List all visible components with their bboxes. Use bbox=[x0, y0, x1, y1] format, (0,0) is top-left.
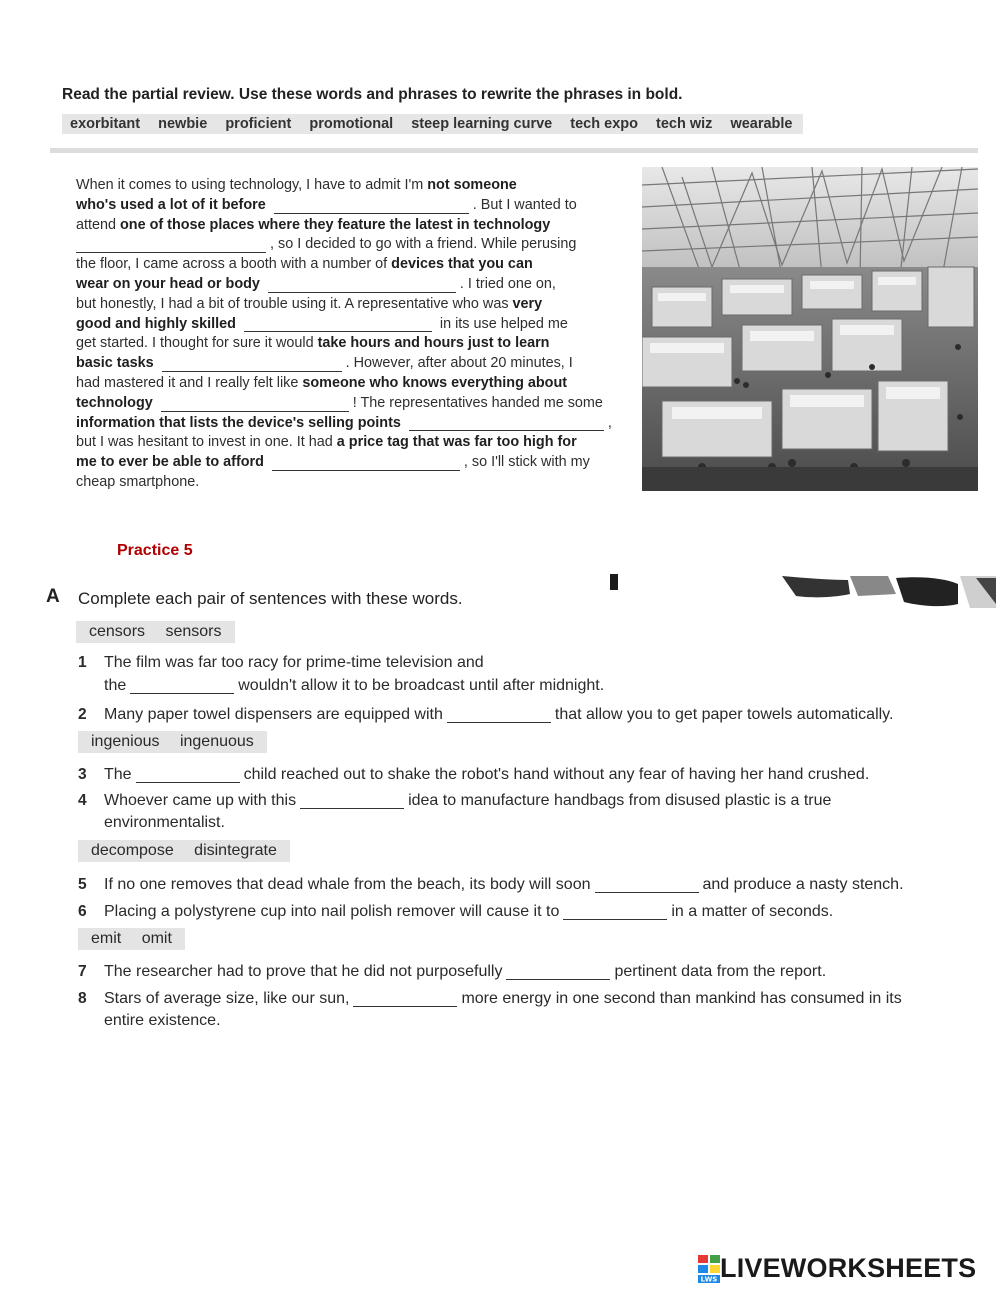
answer-blank-1[interactable] bbox=[274, 199, 469, 214]
bold-phrase: who's used a lot of it before bbox=[76, 196, 266, 213]
word-bank-item: ingenuous bbox=[179, 733, 254, 750]
word-bank-item: tech expo bbox=[570, 116, 638, 132]
answer-blank-q6[interactable] bbox=[563, 905, 667, 920]
word-bank-item: newbie bbox=[158, 116, 208, 132]
bold-phrase: information that lists the device's selling points bbox=[76, 414, 401, 431]
word-bank-item: sensors bbox=[165, 623, 222, 640]
review-text-segment: . I tried one on, bbox=[459, 275, 556, 292]
review-text-segment: but honestly, I had a bit of trouble using it. A representative who was bbox=[76, 295, 513, 312]
review-text-segment: attend bbox=[76, 216, 121, 233]
review-text-segment: When it comes to using technology, I have to admit I'm bbox=[76, 177, 428, 193]
review-text-segment: ! The representatives handed me some bbox=[352, 394, 603, 411]
review-text-segment: , so I'll stick with my bbox=[463, 454, 590, 471]
question-text: The researcher had to prove that he did not purposefully bbox=[104, 963, 503, 980]
word-bank bbox=[78, 928, 185, 950]
question-number: 3 bbox=[78, 766, 87, 783]
divider bbox=[50, 148, 978, 153]
review-text bbox=[76, 176, 642, 493]
question-text: more energy in one second than mankind has consumed in its bbox=[461, 990, 902, 1007]
word-bank bbox=[78, 731, 267, 753]
question-number: 1 bbox=[78, 654, 87, 671]
question-text: and produce a nasty stench. bbox=[702, 876, 904, 893]
answer-blank-q5[interactable] bbox=[595, 878, 699, 893]
liveworksheets-logo-icon bbox=[698, 1255, 720, 1283]
question-number: 6 bbox=[78, 903, 87, 920]
question-text: The bbox=[104, 766, 132, 783]
answer-blank-q4[interactable] bbox=[300, 794, 404, 809]
question-text: pertinent data from the report. bbox=[614, 963, 827, 980]
bold-phrase: one of those places where they feature the latest in technology bbox=[120, 216, 551, 233]
question-text: the bbox=[104, 677, 127, 694]
practice-label: Practice 5 bbox=[117, 542, 193, 559]
review-text-segment: get started. I thought for sure it would bbox=[76, 335, 318, 352]
question-text: Placing a polystyrene cup into nail polish remover will cause it to bbox=[104, 903, 560, 920]
review-text-segment: in its use helped me bbox=[435, 315, 568, 332]
word-bank-item: disintegrate bbox=[194, 842, 277, 859]
bold-phrase: devices that you can bbox=[391, 256, 533, 273]
robot-photo-illustration bbox=[596, 574, 1000, 610]
question-text: If no one removes that dead whale from the beach, its body will soon bbox=[104, 876, 591, 893]
review-text-segment: had mastered it and I really felt like bbox=[76, 374, 303, 391]
review-text-segment: , bbox=[607, 414, 612, 431]
answer-blank-q3[interactable] bbox=[136, 768, 240, 783]
word-bank-item: wearable bbox=[730, 116, 793, 132]
answer-blank-3[interactable] bbox=[268, 278, 456, 293]
word-bank bbox=[78, 840, 290, 862]
question-number: 2 bbox=[78, 706, 87, 723]
question-text: child reached out to shake the robot's hand without any fear of having her hand crushed. bbox=[243, 766, 870, 783]
answer-blank-q1[interactable] bbox=[130, 679, 234, 694]
brand-name: LIVEWORKSHEETS bbox=[720, 1253, 977, 1283]
bold-phrase: technology bbox=[76, 394, 153, 411]
question-number: 8 bbox=[78, 990, 87, 1007]
robot-photo-fragment bbox=[596, 574, 1000, 610]
expo-hall-illustration bbox=[642, 167, 978, 491]
review-text-segment: , so I decided to go with a friend. While perusing bbox=[270, 236, 577, 253]
word-bank-item: emit bbox=[91, 930, 122, 947]
word-bank-item: promotional bbox=[309, 116, 394, 132]
bold-phrase: me to ever be able to afford bbox=[76, 454, 264, 471]
logo-letters: LWS bbox=[700, 1275, 718, 1283]
liveworksheets-logo bbox=[698, 1253, 976, 1284]
word-bank-item: ingenious bbox=[91, 733, 160, 750]
question-text: idea to manufacture handbags from disused plastic is a true bbox=[408, 792, 832, 809]
word-bank-item: decompose bbox=[91, 842, 174, 859]
section-letter: A bbox=[46, 586, 60, 607]
question-number: 4 bbox=[78, 792, 87, 809]
word-bank-item: censors bbox=[89, 623, 146, 640]
answer-blank-6[interactable] bbox=[161, 397, 349, 412]
question-text: in a matter of seconds. bbox=[671, 903, 834, 920]
bold-phrase: wear on your head or body bbox=[76, 275, 260, 292]
review-text-segment: but I was hesitant to invest in one. It had bbox=[76, 434, 337, 451]
word-bank-item: omit bbox=[141, 930, 172, 947]
answer-blank-7[interactable] bbox=[409, 416, 604, 431]
tech-expo-photo bbox=[642, 167, 978, 491]
review-text-segment: . However, after about 20 minutes, I bbox=[345, 355, 573, 372]
bold-phrase: basic tasks bbox=[76, 355, 154, 372]
question-number: 5 bbox=[78, 876, 87, 893]
word-bank-item: proficient bbox=[225, 116, 292, 132]
review-text-segment: the floor, I came across a booth with a number of bbox=[76, 256, 392, 273]
bold-phrase: take hours and hours just to learn bbox=[317, 335, 550, 352]
answer-blank-q7[interactable] bbox=[506, 965, 610, 980]
answer-blank-q2[interactable] bbox=[447, 708, 551, 723]
word-bank-item: tech wiz bbox=[656, 116, 713, 132]
bold-phrase: not someone bbox=[427, 177, 517, 193]
answer-blank-4[interactable] bbox=[244, 317, 432, 332]
word-bank bbox=[76, 621, 235, 643]
answer-blank-5[interactable] bbox=[162, 357, 342, 372]
question-text: wouldn't allow it to be broadcast until after midnight. bbox=[238, 677, 605, 694]
answer-blank-2[interactable] bbox=[76, 238, 266, 253]
question-number: 7 bbox=[78, 963, 87, 980]
bold-phrase: good and highly skilled bbox=[76, 315, 236, 332]
bold-phrase: someone who knows everything about bbox=[302, 374, 568, 391]
question-text: Many paper towel dispensers are equipped with bbox=[104, 706, 443, 723]
question-text: The film was far too racy for prime-time television and bbox=[104, 654, 484, 671]
question-text: entire existence. bbox=[104, 1012, 221, 1029]
question-text: environmentalist. bbox=[104, 814, 225, 831]
answer-blank-q8[interactable] bbox=[353, 992, 457, 1007]
answer-blank-8[interactable] bbox=[272, 456, 460, 471]
question-text: Stars of average size, like our sun, bbox=[104, 990, 350, 1007]
question-text: Whoever came up with this bbox=[104, 792, 297, 809]
question-text: that allow you to get paper towels automatically. bbox=[554, 706, 894, 723]
instruction-text: Read the partial review. Use these words and phrases to rewrite the phrases in bold. bbox=[62, 86, 683, 103]
review-text-segment: cheap smartphone. bbox=[76, 473, 200, 490]
bold-phrase: very bbox=[512, 295, 543, 312]
review-text-segment: . But I wanted to bbox=[472, 196, 577, 213]
word-bank bbox=[62, 114, 803, 134]
bold-phrase: a price tag that was far too high for bbox=[336, 434, 577, 451]
word-bank-item: steep learning curve bbox=[411, 116, 553, 132]
section-title: Complete each pair of sentences with these words. bbox=[78, 589, 463, 608]
word-bank-item: exorbitant bbox=[70, 116, 141, 132]
